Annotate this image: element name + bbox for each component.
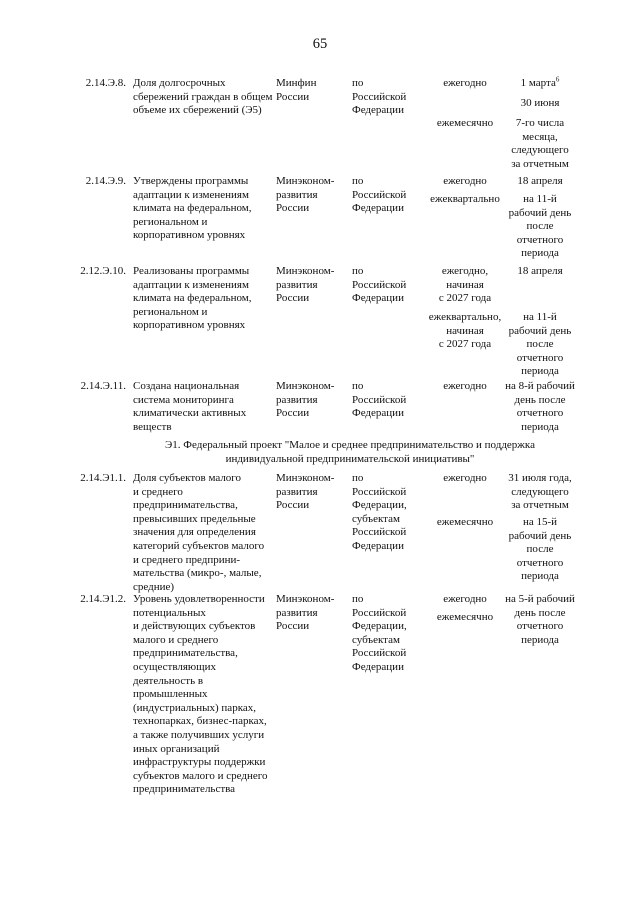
responsible-org: Минэконом- развития России [276, 175, 335, 215]
responsible-org: Минэконом- развития России [276, 472, 335, 512]
periodicity-value: ежегодно [443, 77, 487, 89]
aggregation-level: по Российской Федерации, субъектам Российской Федерации [352, 593, 407, 673]
section-title: Э1. Федеральный проект "Малое и среднее предпринимательство и поддержка индивидуальной предпринимательской инициативы" [165, 439, 535, 465]
responsible-org: Минэконом- развития России [276, 593, 335, 633]
deadline-value: на 5-й рабочий день после отчетного периода [505, 593, 575, 646]
responsible-org: Минфин России [276, 77, 317, 103]
periodicity-value: ежегодно [443, 175, 487, 187]
indicator-name: Уровень удовлетворенности потенциальных и действующих субъектов малого и среднего предпринимательства, осуществляющих деятельность в промышленных (индустриальных) парках, технопарках, бизнес-парках, а также получивших услуги иных организаций инфраструктуры поддержки субъектов малого и среднего предпринимательства [133, 593, 268, 796]
periodicity-value: ежемесячно [436, 611, 494, 623]
periodicity-value: ежеквартально [430, 193, 500, 205]
row-number: 2.14.Э1.2. [80, 593, 126, 605]
footnote-mark: 6 [555, 75, 560, 84]
deadline-value: 7-го числа месяца, следующего за отчетным [511, 117, 569, 170]
periodicity-value: ежегодно [443, 380, 487, 392]
deadline [490, 380, 590, 440]
row-number: 2.12.Э.10. [80, 265, 126, 277]
indicator-name: Доля субъектов малого и среднего предпринимательства, превысивших предельные значения для определения категорий субъектов малого и среднего предприни- мательства (микро-, малые, средние) [133, 472, 265, 593]
deadline-value: на 15-й рабочий день после отчетного периода [508, 516, 572, 583]
row-number: 2.14.Э.8. [85, 77, 126, 89]
deadline-value: 31 июля года, следующего за отчетным [508, 472, 572, 512]
aggregation-level: по Российской Федерации [352, 265, 407, 305]
responsible-org: Минэконом- развития России [276, 380, 335, 420]
deadline-value: на 11-й рабочий день после отчетного периода [508, 193, 572, 260]
deadline-value: 30 июня [520, 97, 560, 109]
periodicity-value: ежегодно [443, 472, 487, 484]
deadline-value: на 8-й рабочий день после отчетного периода [505, 380, 575, 433]
aggregation-level: по Российской Федерации [352, 380, 407, 420]
deadline [490, 175, 590, 265]
row-number: 2.14.Э.11. [80, 380, 126, 392]
deadline [490, 265, 590, 378]
deadline [490, 75, 590, 170]
periodicity-value: ежегодно, начиная с 2027 года [438, 265, 492, 305]
row-number: 2.14.Э.9. [85, 175, 126, 187]
indicator-name: Утверждены программы адаптации к изменениям климата на федеральном, региональном и корпоративном уровнях [133, 175, 252, 242]
aggregation-level: по Российской Федерации [352, 175, 407, 215]
deadline-value: 1 марта$^6$ [520, 75, 560, 89]
indicator-name: Доля долгосрочных сбережений граждан в общем объеме их сбережений (Э5) [133, 77, 273, 117]
deadline [490, 472, 590, 582]
row-number: 2.14.Э1.1. [80, 472, 126, 484]
periodicity-value: ежемесячно [436, 516, 494, 528]
responsible-org: Минэконом- развития России [276, 265, 335, 305]
deadline [490, 593, 590, 653]
periodicity-value: ежеквартально, начиная с 2027 года [428, 311, 502, 351]
deadline-value: на 11-й рабочий день после отчетного периода [508, 311, 572, 378]
page-number: 65 [312, 36, 328, 52]
deadline-value: 18 апреля [517, 175, 563, 187]
indicator-name: Реализованы программы адаптации к изменениям климата на федеральном, региональном и корпоративном уровнях [133, 265, 252, 332]
deadline-value: 18 апреля [517, 265, 563, 277]
indicator-name: Создана национальная система мониторинга климатически активных веществ [133, 380, 247, 433]
aggregation-level: по Российской Федерации, субъектам Российской Федерации [352, 472, 407, 552]
aggregation-level: по Российской Федерации [352, 77, 407, 117]
periodicity-value: ежемесячно [436, 117, 494, 129]
periodicity-value: ежегодно [443, 593, 487, 605]
